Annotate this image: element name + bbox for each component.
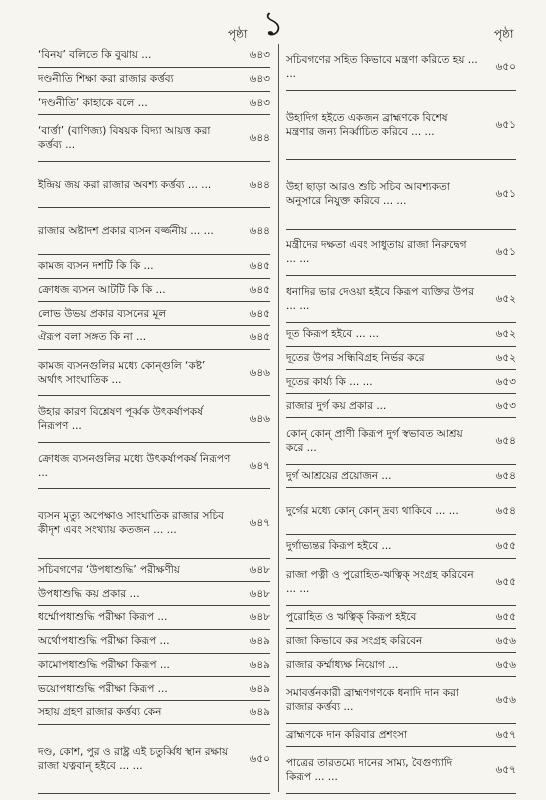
toc-entry-title: ব্রাহ্মণকে দান করিবার প্রশংসা	[286, 728, 408, 741]
toc-entry	[286, 653, 516, 677]
toc-entry-title: ইন্দ্রিয় জয় করা রাজার অবশ্য কর্ত্তব্য ... ...	[38, 178, 212, 191]
toc-entry	[38, 68, 270, 92]
toc-entry-page: ৬৪৮	[249, 563, 270, 576]
toc-entry-title: রাজার কর্ম্মাধ্যক্ষ নিয়োগ ...	[286, 658, 399, 671]
toc-entry-title: ক্রোধজ ব্যসন আটটি কি কি ...	[38, 283, 166, 296]
toc-entry-title: রাজা কিভাবে কর সংগ্রহ করিবেন	[286, 634, 423, 647]
toc-entry-page: ৬৫২	[495, 328, 516, 341]
toc-entry-page: ৬৫৭	[495, 728, 516, 741]
toc-entry-page: ৬৫৩	[495, 399, 516, 412]
toc-entry-title: ‘দণ্ডনীতি’ কাহাকে বলে ...	[38, 96, 148, 109]
left-toc-column	[38, 44, 270, 794]
toc-entry-title: দুর্গের মধ্যে কোন্ কোন্ দ্রব্য থাকিবে ... ...	[286, 505, 459, 518]
toc-entry-page: ৬৪৯	[249, 682, 270, 695]
toc-entry-title: রাজার দুর্গ কয় প্রকার ...	[286, 399, 387, 412]
toc-entry-title: দণ্ডনীতি শিক্ষা করা রাজার কর্ত্তব্য	[38, 73, 174, 86]
toc-entry	[286, 370, 516, 394]
toc-entry-page: ৬৪৩	[249, 96, 270, 109]
toc-entry	[38, 443, 270, 490]
toc-entry-page: ৬৫৫	[495, 540, 516, 553]
toc-entry-page: ৬৪৩	[249, 73, 270, 86]
toc-entry	[286, 488, 516, 535]
toc-entry	[38, 701, 270, 725]
toc-entry-page: ৬৪৫	[249, 307, 270, 320]
toc-entry-page: ৬৫৫	[495, 575, 516, 588]
toc-entry	[38, 302, 270, 326]
column-divider	[278, 44, 279, 792]
toc-entry-title: ‘বার্ত্তা’ (বাণিজ্য) বিষয়ক বিদ্যা আয়ত্ত করা কর্ত্তব্য ...	[38, 125, 211, 151]
toc-entry-title: দুর্গাভ্যন্তর কিরূপ হইবে ...	[286, 540, 392, 553]
toc-entry-page: ৬৫১	[495, 118, 516, 131]
toc-entry-page: ৬৪৭	[249, 517, 270, 530]
toc-entry-page: ৬৪৮	[249, 611, 270, 624]
toc-entry-title: সহায় গ্রহণ রাজার কর্ত্তব্য কেন	[38, 706, 162, 719]
toc-entry-page: ৬৫৪	[495, 434, 516, 447]
toc-entry-page: ৬৫৬	[495, 634, 516, 647]
toc-entry-title: দণ্ড, কোশ, পুর ও রাষ্ট্র এই চতুর্ব্বিধ স্থান রক্ষায় রাজা যত্নবান্ হইবে ... ...	[38, 745, 229, 772]
toc-entry-title: লোভ উভয় প্রকার ব্যসনের মূল	[38, 307, 167, 320]
toc-entry	[38, 559, 270, 583]
toc-entry-title: অর্থোপধাশুদ্ধি পরীক্ষা কিরূপ ...	[38, 635, 170, 648]
toc-entry	[38, 326, 270, 350]
toc-entry	[38, 44, 270, 68]
toc-entry-page: ৬৫৪	[495, 505, 516, 518]
toc-entry-page: ৬৪৫	[249, 283, 270, 296]
toc-entry	[38, 396, 270, 443]
toc-entry-page: ৬৪৪	[249, 225, 270, 237]
toc-entry-title: ধর্ম্মোপধাশুদ্ধি পরীক্ষা কিরূপ ...	[38, 611, 168, 624]
toc-entry	[38, 654, 270, 678]
toc-entry	[286, 230, 516, 277]
toc-entry	[38, 582, 270, 606]
toc-entry-title: দুর্গ আশ্রয়ের প্রয়োজন ...	[286, 470, 392, 483]
toc-entry-title: সচিবগণের ‘উপধাশুদ্ধি’ পরীক্ষণীয়	[38, 563, 180, 576]
toc-entry-page: ৬৫০	[495, 60, 516, 73]
toc-entry	[286, 535, 516, 559]
toc-entry-title: উপধাশুদ্ধি কয় প্রকার ...	[38, 587, 140, 600]
toc-entry-page: ৬৫২	[495, 351, 516, 364]
toc-entry-title: ব্যসন মৃত্যু অপেক্ষাও সাংঘাতিক রাজার সচিব কীদৃশ এবং সংখ্যায় কতজন ... ...	[38, 510, 224, 537]
toc-entry	[286, 44, 516, 91]
toc-entry-title: ঐরূপ বলা সঙ্গত কি না ...	[38, 331, 147, 344]
toc-entry	[38, 162, 270, 209]
page-number: ১	[261, 4, 285, 44]
toc-entry-title: ভয়োপধাশুদ্ধি পরীক্ষা কিরূপ ...	[38, 682, 168, 695]
toc-entry-title: সচিবগণের সহিত কিভাবে মন্ত্রণা করিতে হয় ... ...	[286, 53, 478, 80]
toc-entry-title: রাজা পত্নী ও পুরোহিত-ঋত্বিক্ সংগ্রহ করিবেন ... ...	[286, 568, 474, 595]
left-column-header: পৃষ্ঠা	[228, 27, 248, 41]
toc-entry-page: ৬৪৬	[249, 413, 270, 425]
toc-entry-title: ‘বিনয’ বলিতে কি বুঝায় ...	[38, 49, 152, 62]
toc-entry	[286, 418, 516, 465]
toc-entry-title: রাজার অষ্টাদশ প্রকার ব্যসন বর্জ্জনীয় ... ...	[38, 225, 214, 237]
toc-entry	[286, 629, 516, 653]
toc-entry	[286, 347, 516, 371]
toc-entry-title: কোন্ কোন্ প্রাণী কিরূপ দুর্গ স্বভাবত আশ্রয় করে ...	[286, 427, 463, 454]
toc-entry-title: ক্রোধজ ব্যসনগুলির মধ্যে উৎকর্ষাপকর্ষ নিরূপণ ...	[38, 452, 231, 479]
toc-entry-title: পাত্রের তারতম্যে দানের সাম্য, বৈগুণ্যাদি কিরূপ ... ...	[286, 757, 453, 784]
toc-entry-page: ৬৪৮	[249, 587, 270, 600]
toc-entry-title: মন্ত্রীদের দক্ষতা এবং সাধুতায় রাজা নিরুদ্বেগ ... ...	[286, 239, 467, 266]
toc-entry	[38, 350, 270, 397]
toc-entry-title: কামোপধাশুদ্ধি পরীক্ষা কিরূপ ...	[38, 658, 170, 671]
toc-entry-title: দূতের উপর সন্ধিবিগ্রহ নির্ভর করে	[286, 351, 425, 364]
toc-entry	[286, 276, 516, 323]
toc-entry-title: উহা ছাড়া আরও শুচি সচিব আবশ্যকতা অনুসারে নিযুক্ত করিবে ... ...	[286, 181, 450, 208]
toc-entry	[38, 208, 270, 255]
toc-entry-page: ৬৫৩	[495, 375, 516, 388]
toc-entry	[286, 465, 516, 489]
toc-entry	[38, 279, 270, 303]
toc-entry-page: ৬৪৩	[249, 49, 270, 62]
toc-entry	[38, 489, 270, 558]
toc-entry	[286, 160, 516, 229]
toc-entry-page: ৬৪৯	[249, 706, 270, 719]
toc-entry-page: ৬৫৪	[495, 470, 516, 483]
toc-entry-title: সমাবর্ত্তনকারী ব্রাহ্মণগণকে ধনাদি দান করা রাজার কর্ত্তব্য ...	[286, 686, 459, 713]
toc-entry-title: কামজ ব্যসনগুলির মধ্যে কোন্‌গুলি ‘কষ্ট’ অর্থাৎ সাংঘাতিক ...	[38, 359, 206, 386]
toc-entry-title: পুরোহিত ও ঋত্বিক্ কিরূপ হইবে	[286, 610, 417, 623]
toc-entry	[38, 630, 270, 654]
toc-entry-title: কামজ ব্যসন দশটি কি কি ...	[38, 260, 154, 273]
toc-entry	[286, 394, 516, 418]
toc-entry-title: উহার কারণ বিশ্লেষণ পূর্ব্বক উৎকর্ষাপকর্ষ নিরূপণ ...	[38, 406, 203, 432]
toc-entry-title: দূতের কার্য্য কি ... ...	[286, 375, 373, 388]
toc-entry-page: ৬৪৬	[249, 366, 270, 379]
toc-entry	[286, 747, 516, 794]
toc-entry	[286, 724, 516, 748]
toc-entry	[38, 92, 270, 116]
toc-entry-title: উহাদিগ হইতে একজন ব্রাহ্মণকে বিশেষ মন্ত্রণার জন্য নির্ব্বাচিত করিবে ... ...	[286, 111, 448, 138]
toc-entry-page: ৬৪৭	[249, 459, 270, 472]
toc-entry-page: ৬৫১	[495, 246, 516, 259]
toc-entry-title: দূত কিরূপ হইবে ... ...	[286, 328, 379, 341]
toc-entry	[38, 115, 270, 162]
right-toc-column	[286, 44, 516, 794]
toc-entry	[286, 606, 516, 630]
toc-entry-page: ৬৪৫	[249, 260, 270, 273]
toc-entry	[38, 606, 270, 630]
toc-entry-page: ৬৪৯	[249, 635, 270, 648]
toc-entry-page: ৬৫২	[495, 292, 516, 305]
toc-entry-page: ৬৫৭	[495, 764, 516, 777]
toc-entry	[38, 677, 270, 701]
toc-entry-page: ৬৫১	[495, 188, 516, 201]
toc-entry-page: ৬৫৫	[495, 610, 516, 623]
toc-entry-title: ধনাদির ভার দেওয়া হইবে কিরূপ ব্যক্তির উপর ... ...	[286, 285, 475, 312]
toc-entry	[286, 323, 516, 347]
toc-entry-page: ৬৪৪	[249, 178, 270, 191]
toc-entry	[38, 725, 270, 794]
toc-entry-page: ৬৫৬	[495, 693, 516, 706]
right-column-header: পৃষ্ঠা	[494, 27, 514, 41]
toc-entry-page: ৬৫৬	[495, 658, 516, 671]
toc-entry	[38, 255, 270, 279]
toc-entry	[286, 677, 516, 724]
toc-entry-page: ৬৪৯	[249, 658, 270, 671]
toc-entry	[286, 559, 516, 606]
toc-entry	[286, 91, 516, 160]
toc-entry-page: ৬৪৪	[249, 132, 270, 144]
toc-entry-page: ৬৫০	[249, 752, 270, 765]
toc-entry-page: ৬৪৫	[249, 331, 270, 344]
